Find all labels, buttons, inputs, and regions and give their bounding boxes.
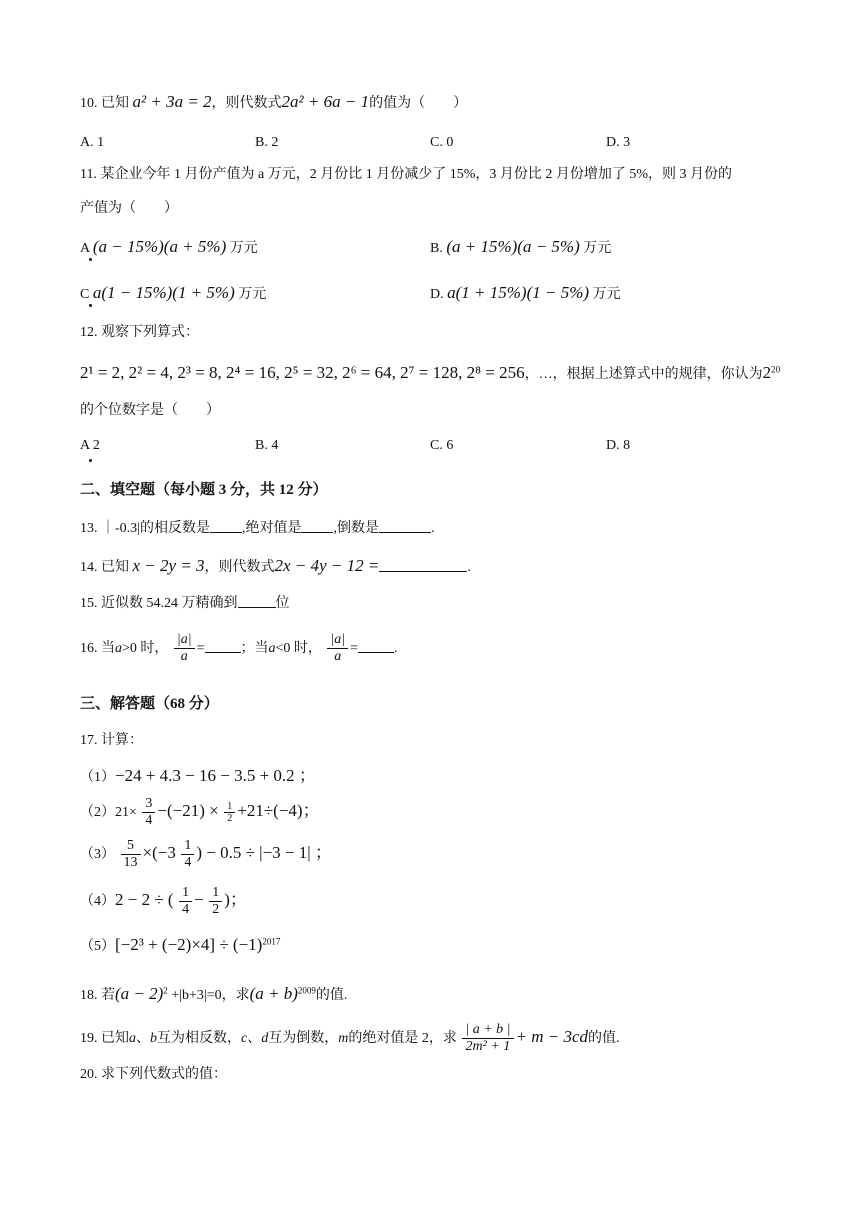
section-solution-heading: 三、解答题（68 分） bbox=[80, 696, 219, 712]
q17-part3-a: ×(−3 bbox=[142, 842, 176, 862]
q19-numerator: | a + b | bbox=[462, 1022, 513, 1039]
answer-blank[interactable] bbox=[205, 651, 241, 653]
q11-option-b bbox=[430, 238, 611, 256]
q18-part-a: 18. 若 bbox=[80, 988, 115, 1003]
q19-denominator: 2m² + 1 bbox=[465, 1039, 511, 1055]
q16-end: . bbox=[394, 640, 398, 656]
numerator: 1 bbox=[209, 885, 222, 902]
q10-connector: ，则代数式 bbox=[211, 96, 282, 111]
q16-numerator: |a| bbox=[174, 632, 195, 649]
q12-power-exp: 20 bbox=[771, 364, 781, 375]
numerator: 1 bbox=[224, 801, 235, 814]
denominator: 2 bbox=[227, 813, 233, 825]
q19-var-m: m bbox=[338, 1030, 349, 1046]
denominator: 2 bbox=[212, 902, 220, 918]
q11-option-c-unit: 万元 bbox=[238, 287, 267, 302]
q15-part-a: 15. 近似数 54.24 万精确到 bbox=[80, 596, 238, 611]
q11-option-d bbox=[430, 284, 621, 302]
q16-part-c: ；当 bbox=[240, 640, 269, 656]
q11-option-c-label: C bbox=[80, 287, 90, 302]
q12-stem-line1: 12. 观察下列算式： bbox=[80, 325, 199, 340]
q16-var: a bbox=[115, 640, 122, 656]
q20: 20. 求下列代数式的值： bbox=[80, 1067, 227, 1082]
q16-part-d: <0 时， bbox=[275, 640, 322, 656]
q11-stem-line2: 产值为（ ） bbox=[80, 201, 178, 216]
q14 bbox=[80, 557, 471, 575]
q17-part5-expr: [−2³ + (−2)×4] ÷ (−1) bbox=[115, 935, 263, 954]
q19-var-b: b bbox=[150, 1030, 157, 1046]
option-c-dot bbox=[89, 304, 92, 307]
q13-part-a: 13. ｜-0.3|的相反数是 bbox=[80, 521, 210, 536]
q11-option-c-expr: a(1 − 15%)(1 + 5%) bbox=[92, 283, 235, 302]
q17-part2-fraction bbox=[142, 796, 155, 829]
q14-part-b: ，则代数式 bbox=[204, 560, 275, 575]
q11-option-a bbox=[80, 238, 258, 256]
q17-part4 bbox=[80, 885, 247, 918]
q10-option-b: B. 2 bbox=[255, 135, 279, 150]
q17-part1-label: （1） bbox=[80, 770, 115, 785]
q14-part-a: 14. 已知 bbox=[80, 560, 129, 575]
q11-option-d-expr: a(1 + 15%)(1 − 5%) bbox=[447, 283, 590, 302]
q19-var-a: a bbox=[129, 1030, 136, 1046]
q12-option-a: A 2 bbox=[80, 438, 100, 453]
q16-var: a bbox=[268, 640, 276, 656]
denominator: 4 bbox=[184, 855, 192, 871]
q12-stem-line3: 的个位数字是（ ） bbox=[80, 403, 220, 418]
q19-tail-expr: + m − 3cd bbox=[515, 1026, 589, 1046]
q10-label: 10. 已知 bbox=[80, 96, 129, 111]
q15 bbox=[80, 597, 290, 611]
q16-fraction bbox=[174, 632, 195, 665]
q10-expression: 2a² + 6a − 1 bbox=[281, 92, 370, 111]
q19-sep: 、 bbox=[136, 1030, 150, 1046]
q10-option-a: A. 1 bbox=[80, 135, 105, 150]
q12-power-base: 2 bbox=[762, 363, 772, 382]
answer-blank[interactable] bbox=[238, 606, 276, 608]
q16-equals: = bbox=[350, 640, 359, 656]
q17-part3-label: （3） bbox=[80, 846, 115, 862]
answer-blank[interactable] bbox=[210, 531, 242, 533]
q14-expression: 2x − 4y − 12 = bbox=[274, 556, 380, 575]
q17-part2-c: +21÷(−4)； bbox=[237, 800, 320, 820]
q16-fraction bbox=[327, 632, 348, 665]
q19-part-c: 互为倒数， bbox=[268, 1030, 339, 1046]
q17-part3-fraction2 bbox=[181, 838, 194, 871]
q17-part3-b: ) − 0.5 ÷ |−3 − 1| ； bbox=[196, 842, 332, 862]
q19 bbox=[80, 1022, 620, 1055]
q16-denominator: a bbox=[334, 649, 342, 665]
q17-part2-label: （2） bbox=[80, 804, 115, 820]
q11-option-a-unit: 万元 bbox=[229, 241, 258, 256]
q19-part-d: 的绝对值是 2，求 bbox=[348, 1030, 457, 1046]
q17-part1 bbox=[80, 767, 316, 785]
q11-option-b-label: B. bbox=[430, 241, 443, 256]
q17-part5-label: （5） bbox=[80, 939, 115, 954]
answer-blank[interactable] bbox=[301, 531, 333, 533]
q17-part4-b: )； bbox=[224, 889, 247, 909]
q17-part2-a: 21× bbox=[115, 804, 137, 820]
q16-part-a: 16. 当 bbox=[80, 640, 115, 656]
q13-end: . bbox=[430, 521, 435, 536]
option-a-dot bbox=[89, 459, 92, 462]
answer-blank[interactable] bbox=[358, 651, 394, 653]
section-fill-blank-heading: 二、填空题（每小题 3 分，共 12 分） bbox=[80, 482, 328, 498]
q14-condition: x − 2y = 3 bbox=[132, 556, 205, 575]
denominator: 4 bbox=[145, 813, 153, 829]
option-a-dot bbox=[89, 258, 92, 261]
q18-end: 的值. bbox=[315, 988, 348, 1003]
q16-equals: = bbox=[196, 640, 205, 656]
q17-part4-a: 2 − 2 ÷ ( bbox=[115, 889, 174, 909]
q17-part4-label: （4） bbox=[80, 893, 115, 909]
q12-option-d: D. 8 bbox=[606, 438, 631, 453]
q11-option-b-unit: 万元 bbox=[583, 241, 612, 256]
q18-exponent: 2 bbox=[163, 985, 168, 996]
q17-head: 17. 计算： bbox=[80, 733, 143, 748]
q12-option-c: C. 6 bbox=[430, 438, 454, 453]
q19-part-a: 19. 已知 bbox=[80, 1030, 129, 1046]
q17-part4-fraction2 bbox=[209, 885, 222, 918]
q11-stem-line1: 11. 某企业今年 1 月份产值为 a 万元，2 月份比 1 月份减少了 15%，3 月份比 2 月份增加了 5%，则 3 月份的 bbox=[80, 167, 733, 182]
q17-part4-minus: − bbox=[194, 889, 204, 909]
q17-part5-exponent: 2017 bbox=[262, 936, 281, 947]
q18-expression2: (a + b) bbox=[249, 984, 298, 1003]
q10-tail: 的值为（ ） bbox=[369, 96, 468, 111]
q10-option-c: C. 0 bbox=[430, 135, 454, 150]
q17-part2 bbox=[80, 796, 320, 829]
q19-fraction bbox=[462, 1022, 513, 1055]
q16-part-b: >0 时， bbox=[122, 640, 169, 656]
answer-blank[interactable] bbox=[379, 570, 467, 572]
q19-part-b: 互为相反数， bbox=[157, 1030, 241, 1046]
numerator: 5 bbox=[121, 838, 141, 855]
numerator: 1 bbox=[181, 838, 194, 855]
q16-numerator: |a| bbox=[327, 632, 348, 649]
q18-expression: (a − 2) bbox=[115, 984, 164, 1003]
q11-option-a-label: A bbox=[80, 241, 90, 256]
q12-option-b: B. 4 bbox=[255, 438, 279, 453]
q16 bbox=[80, 632, 398, 665]
q12-formula-tail: ，…，根据上述算式中的规律，你认为 bbox=[524, 367, 763, 382]
q11-option-d-unit: 万元 bbox=[592, 287, 621, 302]
q19-var-c: c bbox=[241, 1030, 248, 1046]
q17-part1-expr: −24 + 4.3 − 16 − 3.5 + 0.2 ； bbox=[115, 766, 316, 785]
q13-part-b: ,绝对值是 bbox=[241, 521, 302, 536]
q17-part4-fraction bbox=[179, 885, 192, 918]
q12-formula-line bbox=[80, 364, 780, 382]
q19-end: 的值. bbox=[588, 1030, 620, 1046]
q13-part-c: ,倒数是 bbox=[333, 521, 379, 536]
denominator: 13 bbox=[123, 855, 138, 871]
q11-option-a-expr: (a − 15%)(a + 5%) bbox=[92, 237, 227, 256]
answer-blank[interactable] bbox=[379, 531, 431, 533]
q17-part3 bbox=[80, 838, 332, 871]
q11-option-d-label: D. bbox=[430, 287, 444, 302]
q15-part-b: 位 bbox=[275, 596, 290, 611]
q16-denominator: a bbox=[180, 649, 188, 665]
q18-part-b: +|b+3|=0，求 bbox=[171, 988, 250, 1003]
q17-part5 bbox=[80, 936, 280, 954]
q13 bbox=[80, 522, 434, 536]
q17-part3-fraction bbox=[121, 838, 141, 871]
q14-end: . bbox=[467, 560, 471, 575]
q18 bbox=[80, 985, 347, 1003]
q12-formula: 2¹ = 2, 2² = 4, 2³ = 8, 2⁴ = 16, 2⁵ = 32, 2⁶ = 64, 2⁷ = 128, 2⁸ = 256 bbox=[80, 363, 525, 382]
q10-option-d: D. 3 bbox=[606, 135, 631, 150]
q10-condition: a² + 3a = 2 bbox=[132, 92, 212, 111]
q19-var-d: d bbox=[261, 1030, 269, 1046]
q17-part2-b: −(−21) × bbox=[157, 800, 219, 820]
q10-stem bbox=[80, 93, 467, 111]
q11-option-c bbox=[80, 284, 266, 302]
q17-part2-fraction-small bbox=[224, 801, 235, 825]
q19-sep: 、 bbox=[247, 1030, 262, 1046]
numerator: 1 bbox=[179, 885, 192, 902]
denominator: 4 bbox=[182, 902, 190, 918]
q11-option-b-expr: (a + 15%)(a − 5%) bbox=[446, 237, 580, 256]
q18-exponent2: 2009 bbox=[297, 985, 316, 996]
numerator: 3 bbox=[142, 796, 155, 813]
